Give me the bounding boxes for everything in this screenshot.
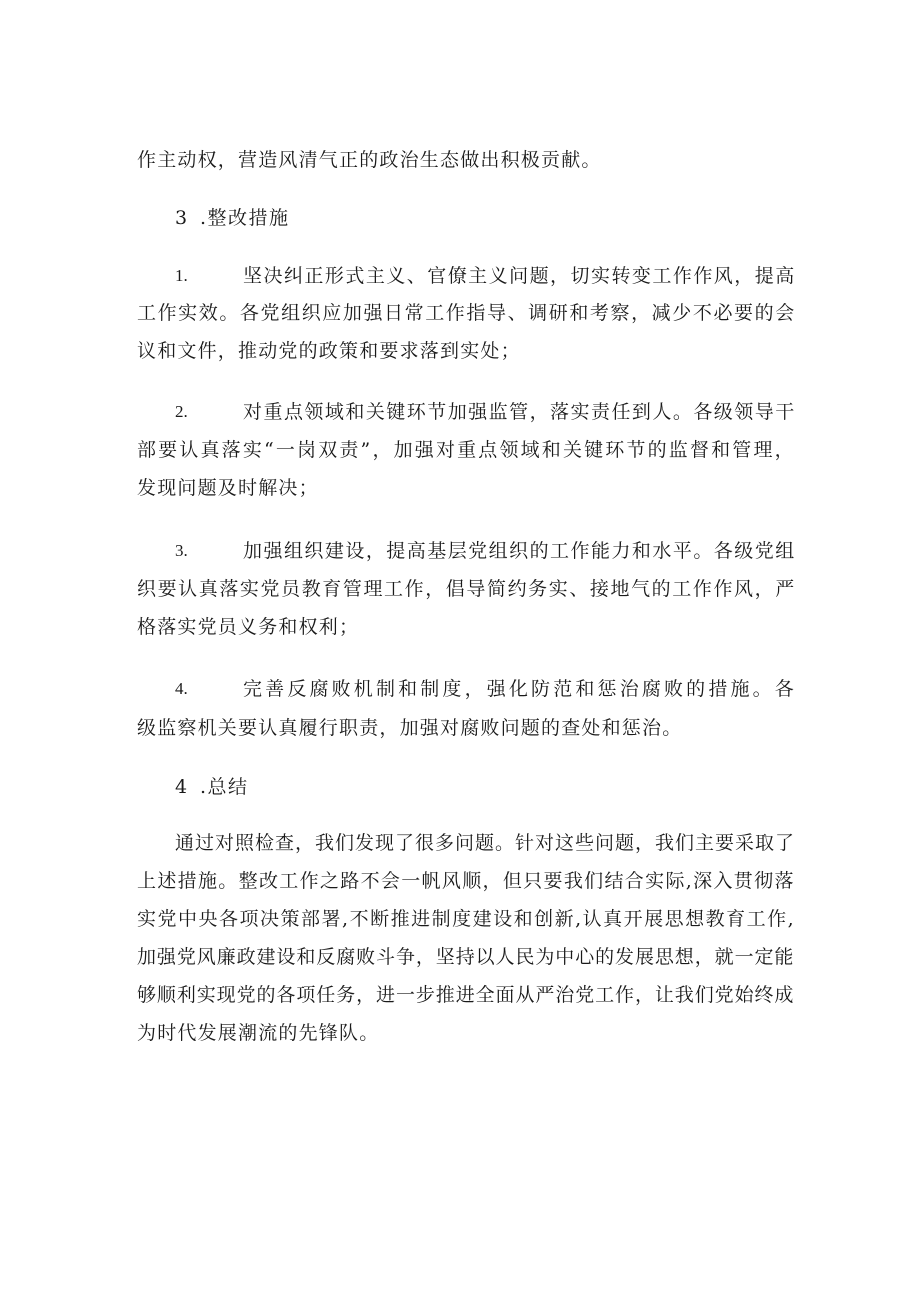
summary-line: 加强党风廉政建设和反腐败斗争，坚持以人民为中心的发展思想，就一定能 [137, 946, 795, 968]
item-3-first-line: 加强组织建设，提高基层党组织的工作能力和水平。各级党组 [243, 540, 796, 562]
item-4-number: 4. [175, 679, 188, 698]
item-2-line: 发现问题及时解决； [137, 477, 319, 499]
section-4-title: .总结 [200, 776, 249, 798]
item-4-line: 级监察机关要认真履行职责，加强对腐败问题的查处和惩治。 [137, 717, 683, 739]
section-4-number: 4 [175, 776, 188, 798]
section-3-title: .整改措施 [200, 207, 290, 229]
item-1-line: 工作实效。各党组织应加强日常工作指导、调研和考察，减少不必要的会 [137, 302, 796, 324]
summary-first-line: 通过对照检查，我们发现了很多问题。针对这些问题，我们主要采取了 [175, 832, 796, 854]
summary-line: 为时代发展潮流的先锋队。 [137, 1022, 380, 1044]
summary-line: 实党中央各项决策部署,不断推进制度建设和创新,认真开展思想教育工作, [137, 908, 796, 930]
item-3-line: 格落实党员义务和权利； [137, 616, 360, 638]
item-3-number: 3. [175, 541, 188, 560]
item-1-number: 1. [175, 266, 188, 285]
item-1-first-line: 坚决纠正形式主义、官僚主义问题，切实转变工作作风，提高 [243, 265, 796, 287]
item-2-number: 2. [175, 402, 188, 421]
item-2-line: 部要认真落实“一岗双责”，加强对重点领域和关键环节的监督和管理， [137, 439, 796, 461]
summary-line: 够顺利实现党的各项任务，进一步推进全面从严治党工作，让我们党始终成 [137, 984, 795, 1006]
item-2-first-line: 对重点领域和关键环节加强监管，落实责任到人。各级领导干 [243, 401, 796, 423]
summary-line: 上述措施。整改工作之路不会一帆风顺，但只要我们结合实际,深入贯彻落 [137, 870, 795, 892]
section-3-number: 3 [175, 207, 188, 229]
item-1-line: 议和文件，推动党的政策和要求落到实处； [137, 340, 521, 362]
item-3-line: 织要认真落实党员教育管理工作，倡导简约务实、接地气的工作作风，严 [137, 578, 796, 600]
item-4-first-line: 完善反腐败机制和制度，强化防范和惩治腐败的措施。各 [243, 678, 797, 700]
intro-line: 作主动权，营造风清气正的政治生态做出积极贡献。 [137, 149, 602, 171]
